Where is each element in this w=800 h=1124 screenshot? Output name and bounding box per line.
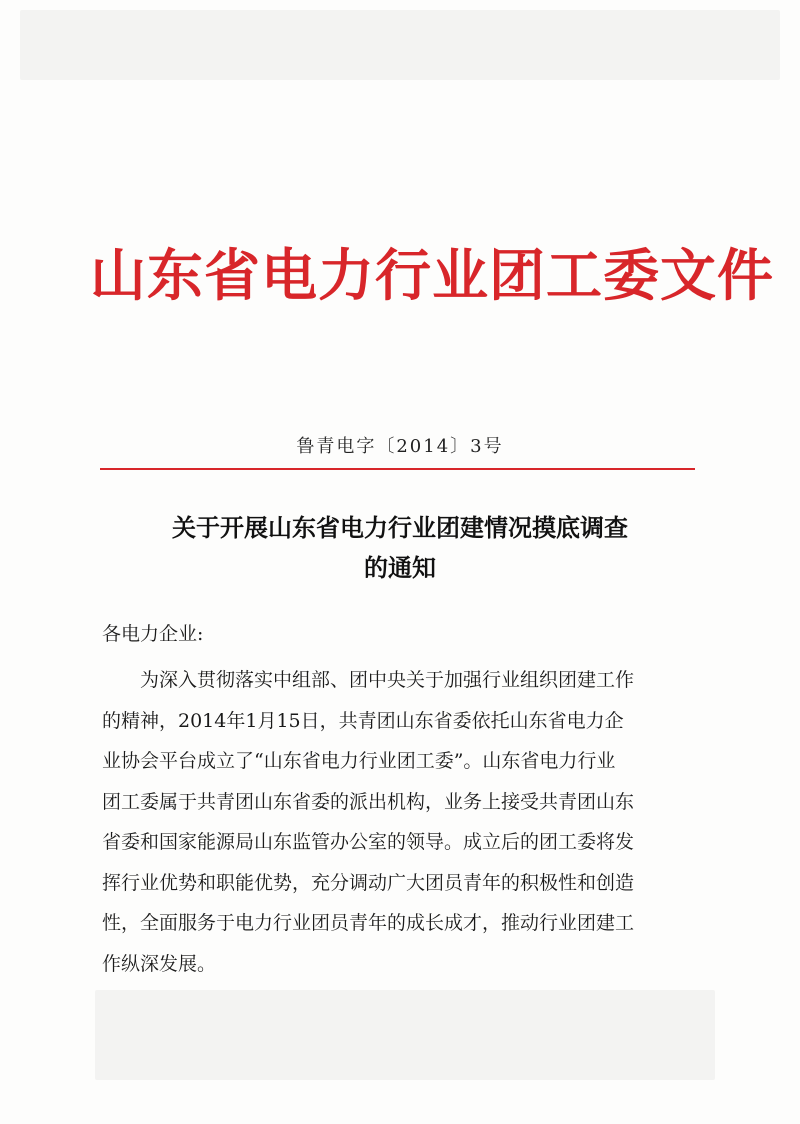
body-text (102, 660, 702, 984)
body-line: 业协会平台成立了“山东省电力行业团工委”。山东省电力行业 (102, 750, 616, 772)
notice-title-line-2: 的通知 (364, 554, 436, 582)
notice-title-line-1: 关于开展山东省电力行业团建情况摸底调查 (172, 514, 628, 542)
body-line: 作纵深发展。 (102, 952, 217, 975)
salutation: 各电力企业: (102, 623, 204, 645)
scan-bleed-mark (95, 990, 715, 1080)
body-line: 团工委属于共青团山东省委的派出机构，业务上接受共青团山东 (102, 790, 635, 813)
body-line: 挥行业优势和职能优势，充分调动广大团员青年的积极性和创造 (102, 871, 635, 894)
red-divider-rule (100, 468, 695, 470)
body-line: 省委和国家能源局山东监管办公室的领导。成立后的团工委将发 (102, 831, 635, 853)
body-line: 的精神，2014年1月15日，共青团山东省委依托山东省电力企 (102, 709, 624, 732)
body-line: 性，全面服务于电力行业团员青年的成长成才，推动行业团建工 (102, 912, 635, 934)
document-number: 鲁青电字〔2014〕3号 (296, 436, 504, 457)
notice-title (90, 508, 710, 588)
scan-bleed-mark (20, 10, 780, 80)
body-line: 为深入贯彻落实中组部、团中央关于加强行业组织团建工作 (140, 669, 635, 691)
document-header-title: 山东省电力行业团工委文件 (90, 244, 774, 309)
